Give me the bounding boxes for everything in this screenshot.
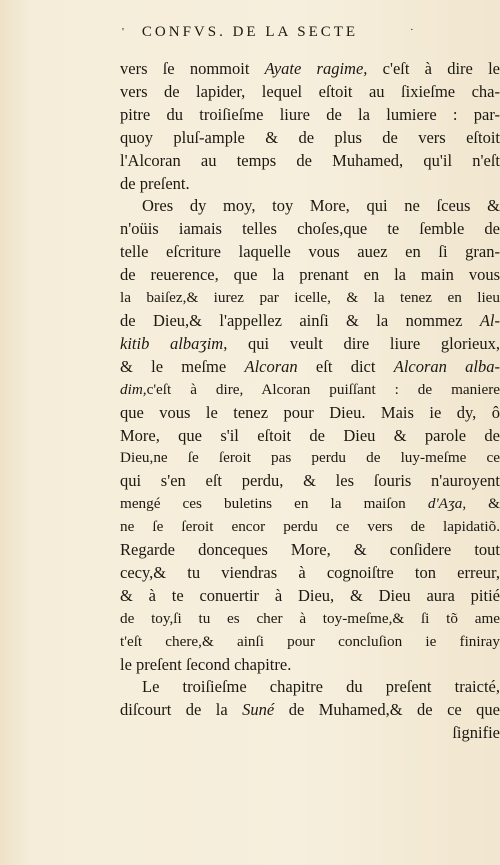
text-line: quoy pluſ-ample & de plus de vers eſtoit <box>120 127 500 147</box>
text-line: vers de lapider, lequel eſtoit au ſixieſme cha- <box>120 81 500 101</box>
text-line: Dieu,ne ſe ſeroit pas perdu de luy-meſme ce <box>120 449 500 467</box>
text-line: vers ſe nommoit Ayate ragime, c'eſt à dire le <box>120 59 500 78</box>
text-line: cecy,& tu viendras à cognoiſtre ton erreur, <box>120 562 500 582</box>
header-right-mark: · <box>410 24 417 36</box>
header-title: CONFVS. DE LA SECTE <box>141 24 359 40</box>
text-line: t'eſt chere,& ainſi pour concluſion ie finiray <box>120 632 500 650</box>
text-line: l'Alcoran au temps de Muhamed, qu'il n'eſt <box>120 150 500 170</box>
text-line: qui s'en eſt perdu, & les ſouris n'auroyent <box>120 471 500 491</box>
text-line: n'oüis iamais telles choſes,que te ſemble de <box>120 219 500 239</box>
text-line: de preſent. <box>120 173 190 193</box>
text-line: Regarde donceques More, & conſidere tout <box>120 540 500 560</box>
text-line: que vous le tenez pour Dieu. Mais ie dy, ô <box>120 402 500 422</box>
header-left-mark: ' <box>122 26 127 38</box>
text-line: kitib albaʒim, qui veult dire liure glorieux, <box>120 333 500 353</box>
running-header <box>0 24 500 41</box>
text-line: de Dieu,& l'appellez ainſi & la nommez Al- <box>120 310 500 330</box>
body-text <box>120 58 500 745</box>
text-line: pitre du troiſieſme liure de la lumiere : par- <box>120 104 500 124</box>
text-line: Le troiſieſme chapitre du preſent traicté, <box>142 677 500 697</box>
text-line: diſcourt de la Suné de Muhamed,& de ce que <box>120 700 500 720</box>
text-line: de toy,ſi tu es cher à toy-meſme,& ſi tõ ame <box>120 609 500 627</box>
text-line: dim,c'eſt à dire, Alcoran puiſſant : de maniere <box>120 380 500 398</box>
text-line: telle eſcriture laquelle vous auez en ſi gran- <box>120 242 500 262</box>
text-line: de reuerence, que la prenant en la main vous <box>120 265 500 285</box>
text-line: Ores dy moy, toy More, qui ne ſceus & <box>142 196 500 216</box>
text-line: ne ſe ſeroit encor perdu ce vers de lapidatiõ. <box>120 518 500 536</box>
text-line: & à te conuertir à Dieu, & Dieu aura pitié <box>120 585 500 605</box>
text-line: mengé ces buletins en la maiſon d'Aʒa, & <box>120 495 500 513</box>
text-line: More, que s'il eſtoit de Dieu & parole de <box>120 425 500 445</box>
text-line: & le meſme Alcoran eſt dict Alcoran alba- <box>120 356 500 376</box>
text-line: le preſent ſecond chapitre. <box>120 654 292 674</box>
catchword: ſignifie <box>452 723 500 743</box>
text-line: la baiſez,& iurez par icelle, & la tenez en lieu <box>120 289 500 307</box>
